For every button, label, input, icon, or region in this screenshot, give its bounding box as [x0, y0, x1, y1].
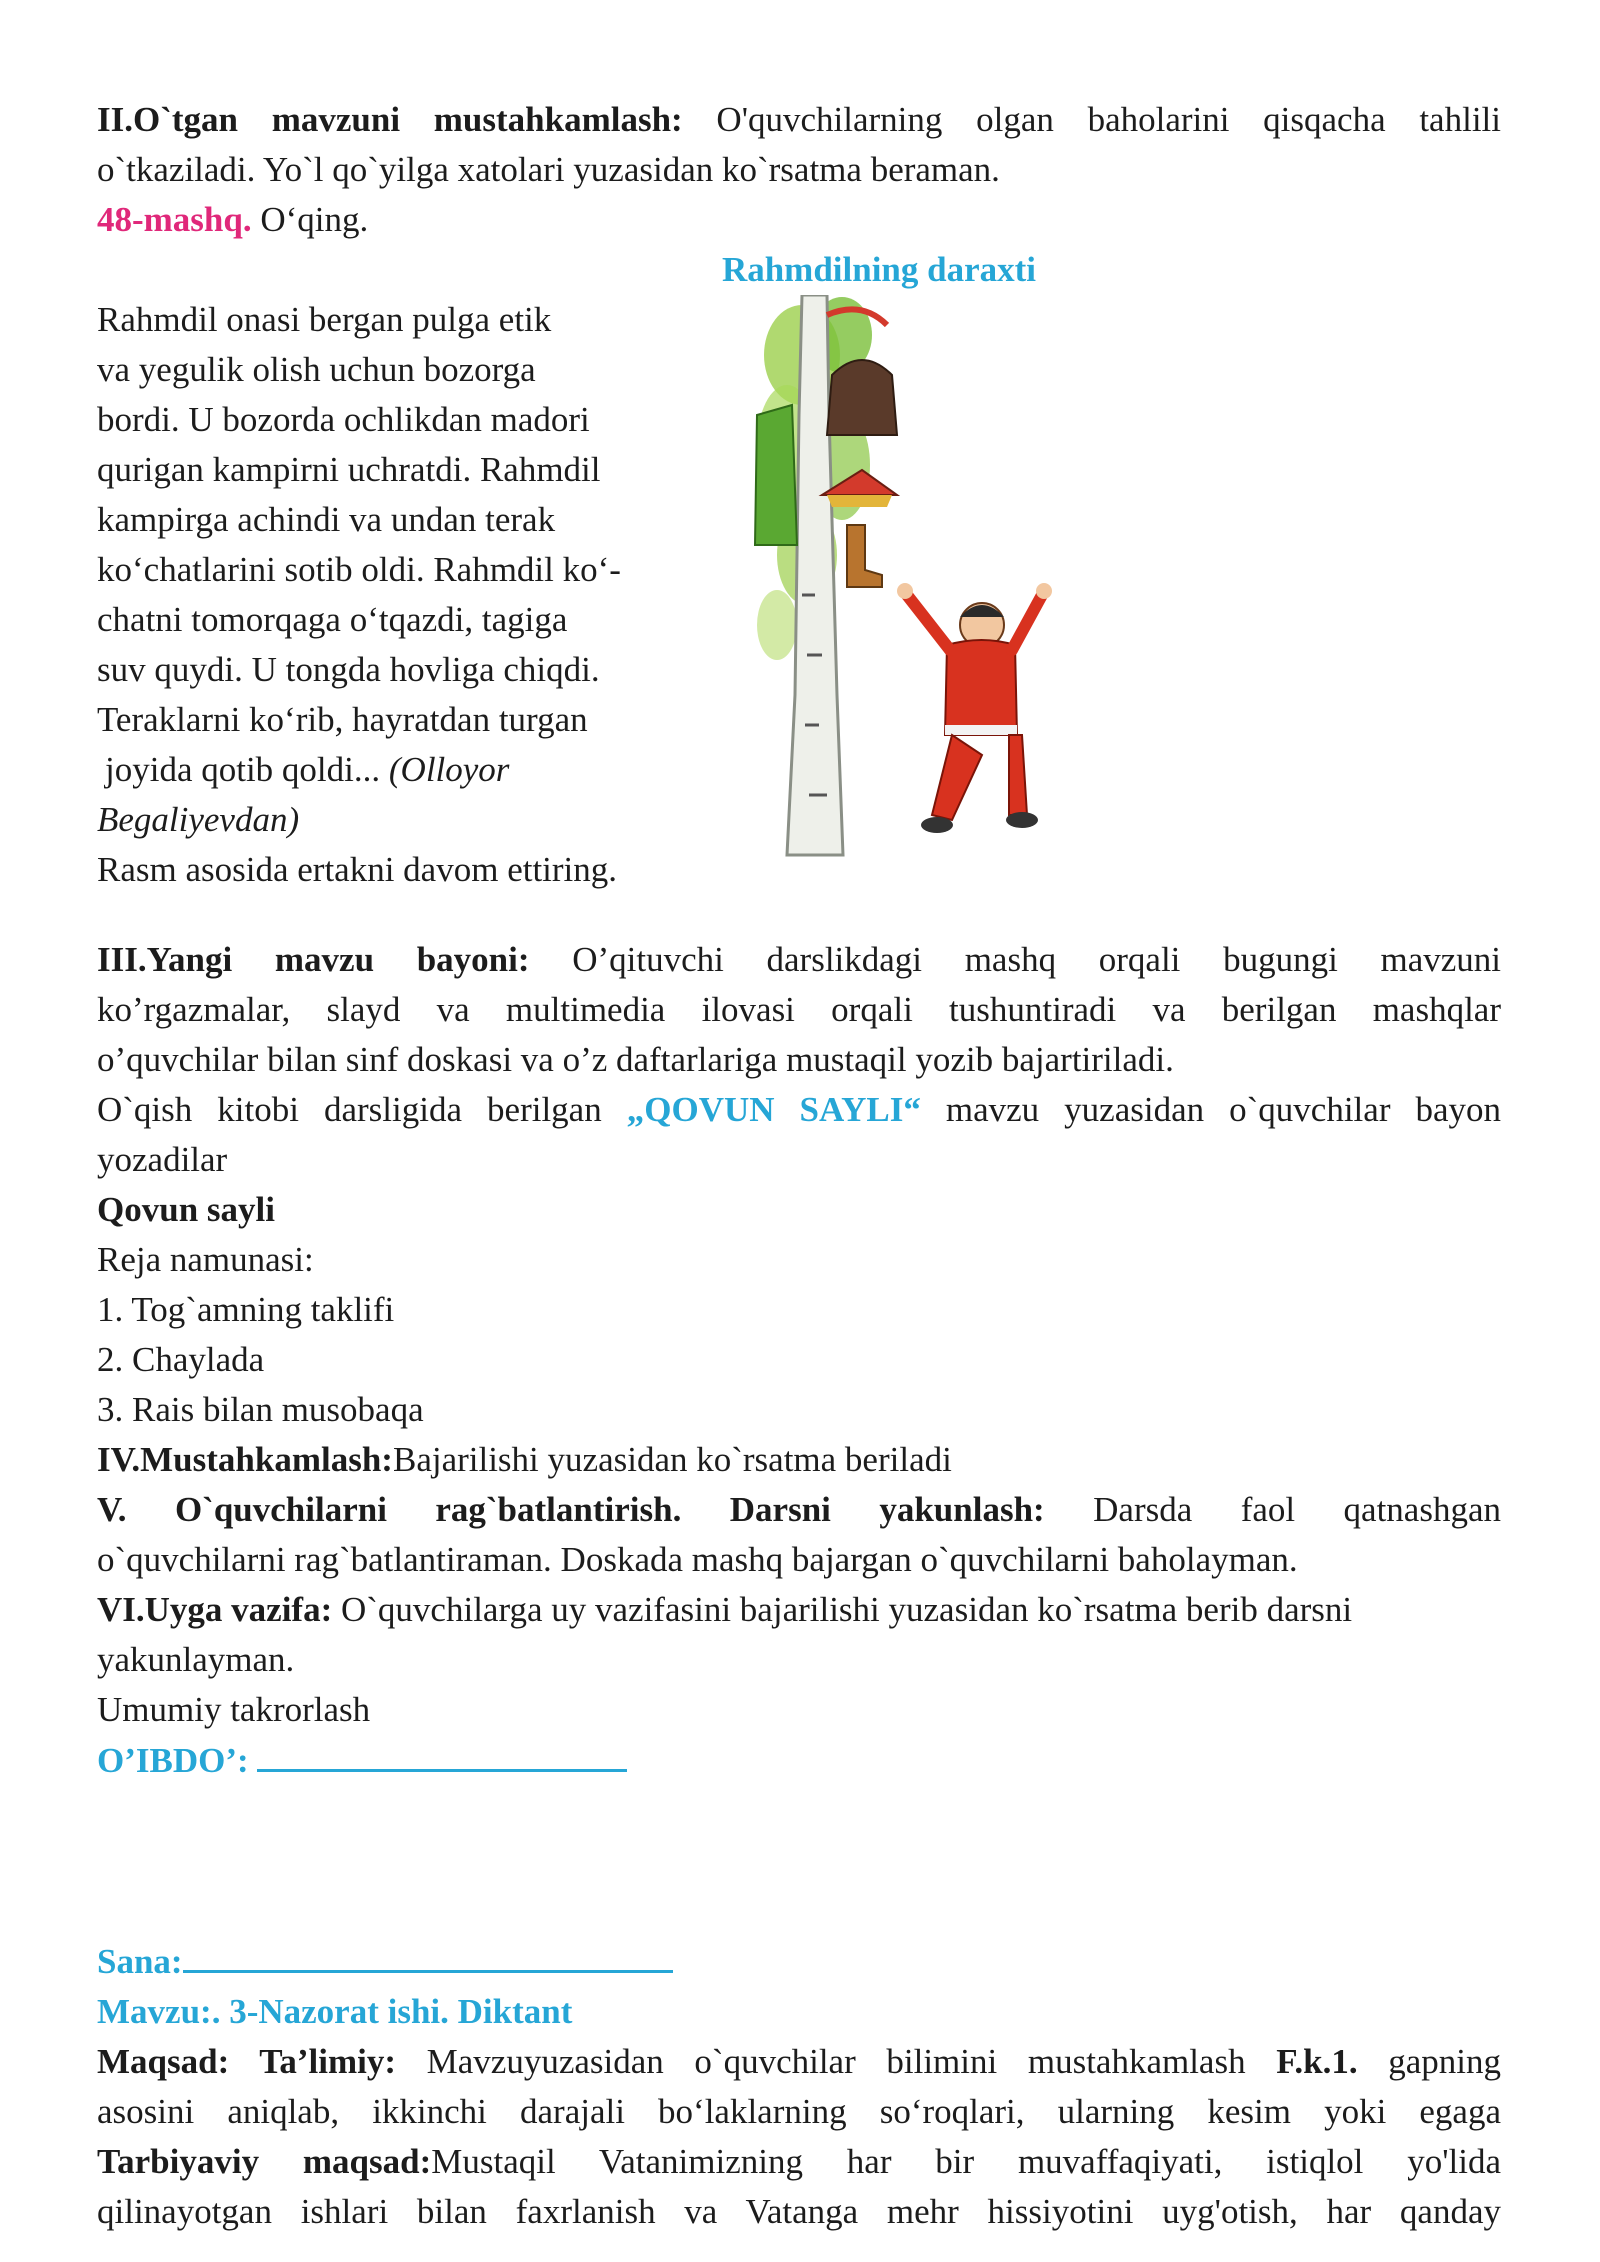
- sana-blank[interactable]: [183, 1936, 673, 1973]
- story-block: [97, 295, 1501, 935]
- section3-line4: [97, 1085, 1501, 1135]
- section3-heading: III.Yangi mavzu bayoni:: [97, 940, 530, 979]
- tarbiyaviy-text: Mustaqil Vatanimizning har bir muvaffaqiyati, istiqlol yo'lida: [431, 2142, 1501, 2181]
- oibdo-label: O’IBDO’:: [97, 1741, 249, 1780]
- exercise-instruction: O‘qing.: [260, 200, 369, 239]
- document-page: [97, 95, 1501, 2237]
- story-title: Rahmdilning daraxti: [721, 250, 1037, 289]
- story-author-cont: Begaliyevdan): [97, 800, 300, 839]
- section3-line3: o’quvchilar bilan sinf doskasi va o’z daftarlariga mustaqil yozib bajartiriladi.: [97, 1040, 1174, 1079]
- review-line: Umumiy takrorlash: [97, 1690, 371, 1729]
- section2-line2: o`tkaziladi. Yo`l qo`yilga xatolari yuzasidan ko`rsatma beraman.: [97, 150, 1000, 189]
- story-last-line: [97, 745, 677, 795]
- tarbiyaviy-line2: qilinayotgan ishlari bilan faxrlanish va Vatanga mehr hissiyotini uyg'otish, har qanday: [97, 2192, 1501, 2231]
- oibdo-blank[interactable]: [257, 1735, 627, 1772]
- plan-item: 1. Tog`amning taklifi: [97, 1290, 395, 1329]
- sana-line: [97, 1936, 1501, 1987]
- maqsad-fk: F.k.1.: [1276, 2042, 1358, 2081]
- green-coat-icon: [755, 405, 797, 545]
- section6-text: O`quvchilarga uy vazifasini bajarilishi yuzasidan ko`rsatma berib darsni: [341, 1590, 1353, 1629]
- maqsad-text-b: gapning: [1388, 2042, 1502, 2081]
- plan-item: 3. Rais bilan musobaqa: [97, 1390, 424, 1429]
- section5-heading: V. O`quvchilarni rag`batlantirish. Darsni yakunlash:: [97, 1490, 1045, 1529]
- story-line: Teraklarni ko‘rib, hayratdan turgan: [97, 700, 588, 739]
- spacer: [97, 1786, 1501, 1936]
- section5-line1: [97, 1485, 1501, 1535]
- section3-line5: yozadilar: [97, 1140, 228, 1179]
- story-illustration: [747, 295, 1147, 865]
- boy-icon: [897, 583, 1052, 833]
- qovun-sayli-highlight: „QOVUN SAYLI“: [626, 1090, 921, 1129]
- plan-title: [97, 1185, 1501, 1235]
- hat-icon: [827, 360, 897, 435]
- story-author: (Olloyor: [388, 750, 510, 789]
- story-task: Rasm asosida ertakni davom ettiring.: [97, 850, 618, 889]
- section3-line4-a: O`qish kitobi darsligida berilgan: [97, 1090, 602, 1129]
- section5-text: Darsda faol qatnashgan: [1093, 1490, 1501, 1529]
- section4-line: [97, 1435, 1501, 1485]
- section3-text: O’qituvchi darslikdagi mashq orqali bugungi mavzuni: [572, 940, 1501, 979]
- boots-icon: [847, 525, 882, 587]
- oibdo-line: [97, 1735, 1501, 1786]
- section2-line1: [97, 95, 1501, 145]
- plan-subtitle: Reja namunasi:: [97, 1240, 314, 1279]
- exercise-number: 48-mashq.: [97, 200, 252, 239]
- story-line: kampirga achindi va undan terak: [97, 500, 556, 539]
- section6-line1: [97, 1585, 1501, 1635]
- section3-line1: [97, 935, 1501, 985]
- section3-line4-b: mavzu yuzasidan o`quvchilar bayon: [945, 1090, 1502, 1129]
- story-line: bordi. U bozorda ochlikdan madori: [97, 400, 590, 439]
- plan-item: 2. Chaylada: [97, 1340, 265, 1379]
- maqsad-line1: [97, 2037, 1501, 2087]
- maqsad-text: Mavzuyuzasidan o`quvchilar bilimini mustahkamlash: [426, 2042, 1246, 2081]
- story-line: ko‘chatlarini sotib oldi. Rahmdil ko‘-: [97, 550, 621, 589]
- story-text: [97, 295, 677, 895]
- sana-label: Sana:: [97, 1942, 183, 1981]
- story-author-line: [97, 795, 677, 845]
- mavzu-line: Mavzu:. 3-Nazorat ishi. Diktant: [97, 1992, 573, 2031]
- section2-text: O'quvchilarning olgan baholarini qisqacha tahlili: [716, 100, 1501, 139]
- exercise-line: [97, 195, 1501, 245]
- section2-heading: II.O`tgan mavzuni mustahkamlash:: [97, 100, 683, 139]
- story-line: suv quydi. U tongda hovliga chiqdi.: [97, 650, 600, 689]
- maqsad-label: Maqsad: Ta’limiy:: [97, 2042, 397, 2081]
- section4-heading: IV.Mustahkamlash:: [97, 1440, 393, 1479]
- tarbiyaviy-line1: [97, 2137, 1501, 2187]
- section5-line2: o`quvchilarni rag`batlantiraman. Doskada mashq bajargan o`quvchilarni baholayman.: [97, 1540, 1298, 1579]
- story-line: va yegulik olish uchun bozorga: [97, 350, 536, 389]
- story-line: Rahmdil onasi bergan pulga etik: [97, 300, 552, 339]
- story-line: qurigan kampirni uchratdi. Rahmdil: [97, 450, 601, 489]
- maqsad-line2: asosini aniqlab, ikkinchi darajali bo‘laklarning so‘roqlari, ularning kesim yoki egaga: [97, 2092, 1501, 2131]
- section4-text: Bajarilishi yuzasidan ko`rsatma beriladi: [392, 1440, 952, 1479]
- story-last-text: joyida qotib qoldi...: [105, 750, 381, 789]
- section3-line2: ko’rgazmalar, slayd va multimedia ilovasi orqali tushuntiradi va berilgan mashqlar: [97, 990, 1501, 1029]
- story-line: chatni tomorqaga o‘tqazdi, tagiga: [97, 600, 568, 639]
- section6-line2: yakunlayman.: [97, 1640, 295, 1679]
- plan-title-text: Qovun sayli: [97, 1190, 275, 1229]
- section6-heading: VI.Uyga vazifa:: [97, 1590, 333, 1629]
- tarbiyaviy-label: Tarbiyaviy maqsad:: [97, 2142, 432, 2181]
